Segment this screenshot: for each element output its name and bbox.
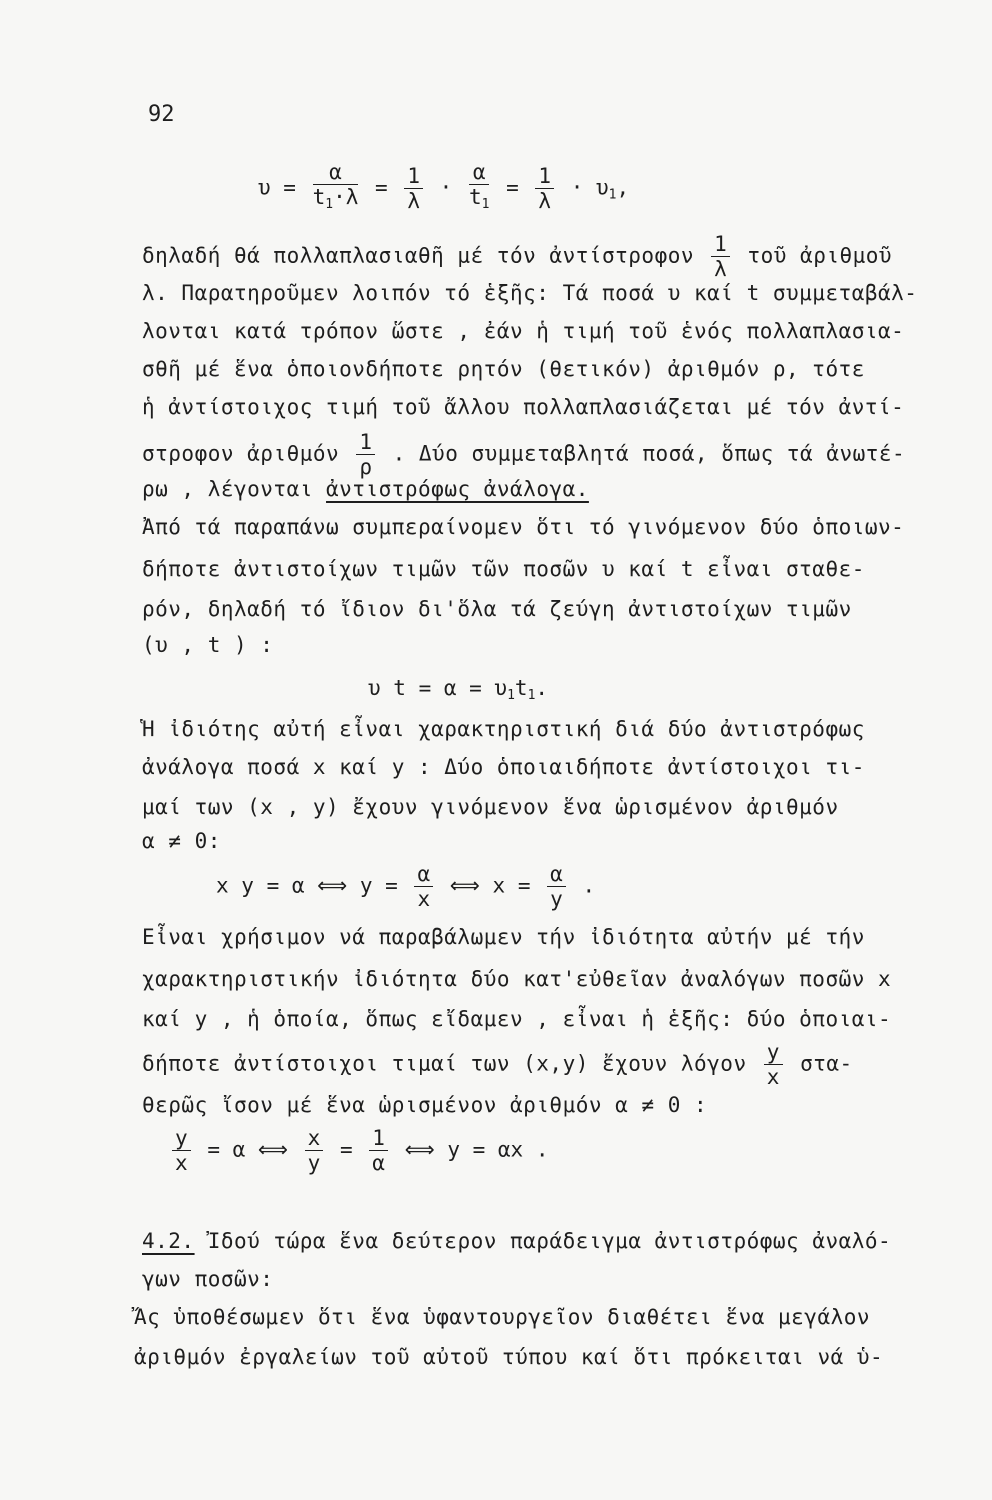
para1-frac-1-lambda: $\frac{1}{\lambda}$: [711, 232, 730, 281]
para2-line-2: δήποτε ἀντιστοίχων τιμῶν τῶν ποσῶν υ καί t εἶναι σταθε-: [142, 557, 865, 581]
equation-2: υ $t = \alpha = \upsilon_1t_1$.: [368, 676, 549, 703]
eq3-frac-1: $\frac{\alpha}{x}$: [414, 862, 433, 911]
para4-frac-y-over-x: $\frac{y}{x}$: [764, 1040, 783, 1089]
para5-line-1: Ἄς ὑποθέσωμεν ὅτι ἕνα ὑφαντουργεῖον διαθέτει ἕνα μεγάλον: [134, 1305, 871, 1329]
eq4-frac-1: $\frac{y}{x}$: [172, 1126, 191, 1175]
para4-line-2: χαρακτηριστικήν ἰδιότητα δύο κατ'εὐθεῖαν ἀναλόγων ποσῶν x: [142, 967, 892, 991]
para1-line-6: στροφον ἀριθμόν $\frac{1}{\rho}$ . Δύο συμμεταβλητά ποσά, ὅπως τά ἀνωτέ-: [142, 430, 906, 479]
eq4-frac-3: $\frac{1}{\alpha}$: [369, 1126, 388, 1175]
para3-line-1: Ἡ ἰδιότης αὐτή εἶναι χαρακτηριστική διά δύο ἀντιστρόφως: [142, 717, 865, 741]
para4-line-5: θερῶς ἴσον μέ ἕνα ὡρισμένον ἀριθμόν α ≠ 0 :: [142, 1093, 708, 1117]
eq1-frac-1: $\frac{\alpha}{t_1\cdot\lambda}$: [312, 160, 359, 212]
equation-4: $\frac{y}{x}$ = α ⟺ $\frac{x}{y}$ = $\frac{1}{\alpha}$ ⟺ y = αx .: [168, 1126, 549, 1175]
para1-frac-1-rho: $\frac{1}{\rho}$: [356, 430, 375, 479]
eq4-frac-2: $\frac{x}{y}$: [305, 1126, 324, 1175]
equation-1: υ = $\frac{\alpha}{t_1\cdot\lambda}$ = $\frac{1}{\lambda}$ · $\frac{\alpha}{t_1}$ = $\frac{1}{\lambda}$ · $\upsilon_1$,: [258, 160, 629, 217]
para2-line-4: (υ , t ) :: [142, 633, 274, 657]
eq3-frac-2: $\frac{\alpha}{y}$: [547, 862, 566, 911]
section-4-2-line-1: 4.2. Ἰδού τώρα ἕνα δεύτερον παράδειγμα ἀντιστρόφως ἀναλό-: [142, 1229, 892, 1253]
para1-line-7: ρω , λέγονται ἀντιστρόφως ἀνάλογα.: [142, 477, 589, 501]
eq1-frac-3: $\frac{\alpha}{t_1}$: [468, 160, 490, 212]
para1-line-3: λονται κατά τρόπον ὥστε , ἐάν ἡ τιμή τοῦ ἑνός πολλαπλασια-: [142, 319, 905, 343]
para3-line-3: μαί των (x , y) ἔχουν γινόμενον ἕνα ὡρισμένον ἀριθμόν: [142, 795, 839, 819]
para1-line-4: σθῆ μέ ἕνα ὁποιονδήποτε ρητόν (θετικόν) ἀριθμόν ρ, τότε: [142, 357, 865, 381]
para2-line-3: ρόν, δηλαδή τό ἴδιον δι'ὅλα τά ζεύγη ἀντιστοίχων τιμῶν: [142, 597, 852, 621]
para1-line-1: δηλαδή θά πολλαπλασιαθῆ μέ τόν ἀντίστροφον $\frac{1}{\lambda}$ τοῦ ἀριθμοῦ: [142, 232, 893, 281]
para2-line-1: Ἀπό τά παραπάνω συμπεραίνομεν ὅτι τό γινόμενον δύο ὁποιων-: [142, 515, 905, 539]
para4-line-4: δήποτε ἀντίστοιχοι τιμαί των (x,y) ἔχουν λόγον $\frac{y}{x}$ στα-: [142, 1040, 853, 1089]
page-number: 92: [148, 102, 175, 127]
para1-line-2: λ. Παρατηροῦμεν λοιπόν τό ἑξῆς: Τά ποσά υ καί t συμμεταβάλ-: [142, 281, 918, 305]
eq1-frac-2: $\frac{1}{\lambda}$: [404, 164, 423, 213]
para4-line-3: καί y , ἡ ὁποία, ὅπως εἴδαμεν , εἶναι ἡ ἑξῆς: δύο ὁποιαι-: [142, 1007, 892, 1031]
equation-3: x y = α ⟺ y = $\frac{\alpha}{x}$ ⟺ x = $\frac{\alpha}{y}$ .: [216, 862, 596, 911]
term-inversely-proportional: ἀντιστρόφως ἀνάλογα.: [326, 477, 589, 501]
para3-line-2: ἀνάλογα ποσά x καί y : Δύο ὁποιαιδήποτε ἀντίστοιχοι τι-: [142, 755, 865, 779]
para1-line-5: ἡ ἀντίστοιχος τιμή τοῦ ἄλλου πολλαπλασιάζεται μέ τόν ἀντί-: [142, 395, 905, 419]
section-4-2-line-2: γων ποσῶν:: [142, 1267, 274, 1291]
eq1-frac-4: $\frac{1}{\lambda}$: [535, 164, 554, 213]
section-number: 4.2.: [142, 1229, 195, 1253]
para3-line-4: α ≠ 0:: [142, 829, 221, 853]
eq1-lhs: υ =: [258, 175, 296, 200]
para4-line-1: Εἶναι χρήσιμον νά παραβάλωμεν τήν ἰδιότητα αὐτήν μέ τήν: [142, 925, 865, 949]
para5-line-2: ἀριθμόν ἐργαλείων τοῦ αὐτοῦ τύπου καί ὅτι πρόκειται νά ὑ-: [134, 1345, 884, 1369]
